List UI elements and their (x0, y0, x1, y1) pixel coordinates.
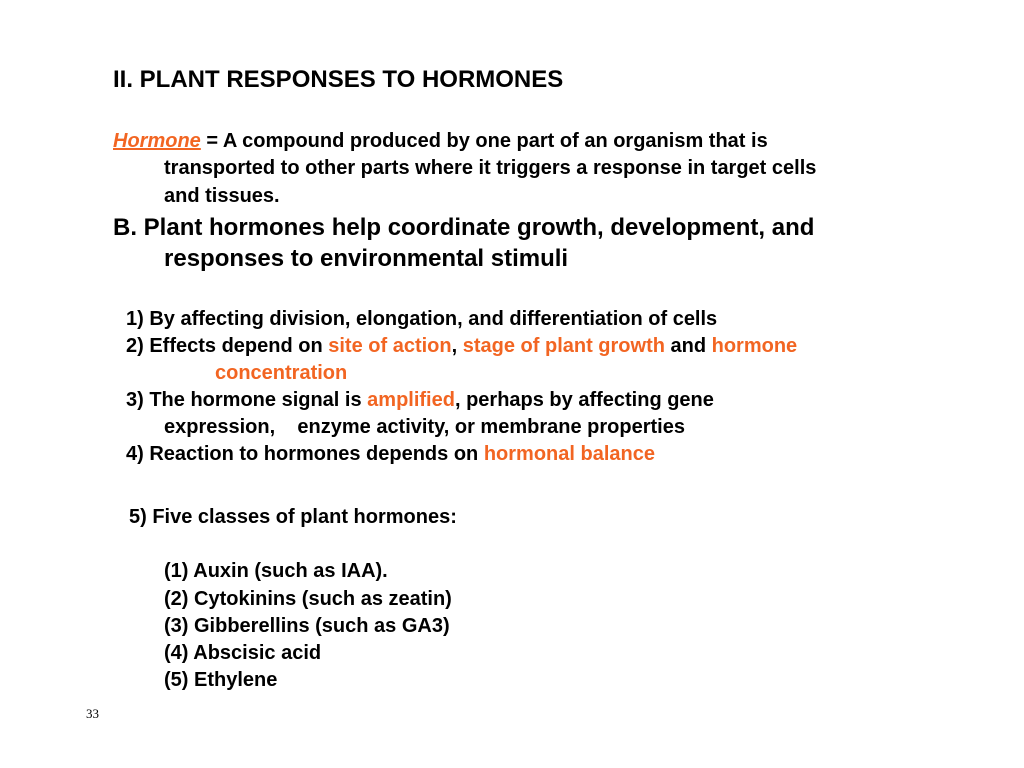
definition-line-2: transported to other parts where it triggers a response in target cells (164, 157, 817, 179)
hormone-class-abscisic-acid: (4) Abscisic acid (164, 642, 322, 664)
item-2 (126, 335, 797, 358)
definition-text-1: = A compound produced by one part of an organism that is (200, 130, 768, 152)
item-2-prefix: 2) Effects depend on (126, 335, 329, 357)
definition-line-1 (113, 130, 768, 153)
hormone-concentration: concentration (215, 362, 348, 384)
item-1: 1) By affecting division, elongation, and differentiation of cells (126, 308, 718, 330)
hormone-class-cytokinins: (2) Cytokinins (such as zeatin) (164, 588, 452, 610)
hormone-class-auxin: (1) Auxin (such as IAA). (164, 560, 388, 582)
point-b-line-1: B. Plant hormones help coordinate growth, development, and (113, 214, 815, 241)
hormonal-balance: hormonal balance (483, 443, 655, 465)
item-3-prefix: 3) The hormone signal is (126, 389, 368, 411)
hormone-class-ethylene: (5) Ethylene (164, 669, 278, 691)
hormone-word: hormone (711, 335, 798, 357)
definition-line-3: and tissues. (164, 185, 280, 207)
item-4 (126, 443, 655, 466)
hormone-class-gibberellins: (3) Gibberellins (such as GA3) (164, 615, 450, 637)
definition-term: Hormone (113, 130, 201, 152)
item-3 (126, 389, 714, 412)
item-3-line-2: expression, enzyme activity, or membrane properties (164, 416, 685, 438)
item-2-comma: , (451, 335, 458, 357)
page-number: 33 (86, 706, 99, 721)
point-b-line-2: responses to environmental stimuli (164, 245, 569, 272)
item-5: 5) Five classes of plant hormones: (129, 506, 457, 528)
amplified: amplified (367, 389, 455, 411)
site-of-action: site of action (328, 335, 452, 357)
item-2-and: and (664, 335, 712, 357)
item-4-prefix: 4) Reaction to hormones depends on (126, 443, 484, 465)
slide-title: II. PLANT RESPONSES TO HORMONES (113, 66, 564, 93)
stage-of-plant-growth: stage of plant growth (462, 335, 665, 357)
item-3-suffix: , perhaps by affecting gene (454, 389, 714, 411)
